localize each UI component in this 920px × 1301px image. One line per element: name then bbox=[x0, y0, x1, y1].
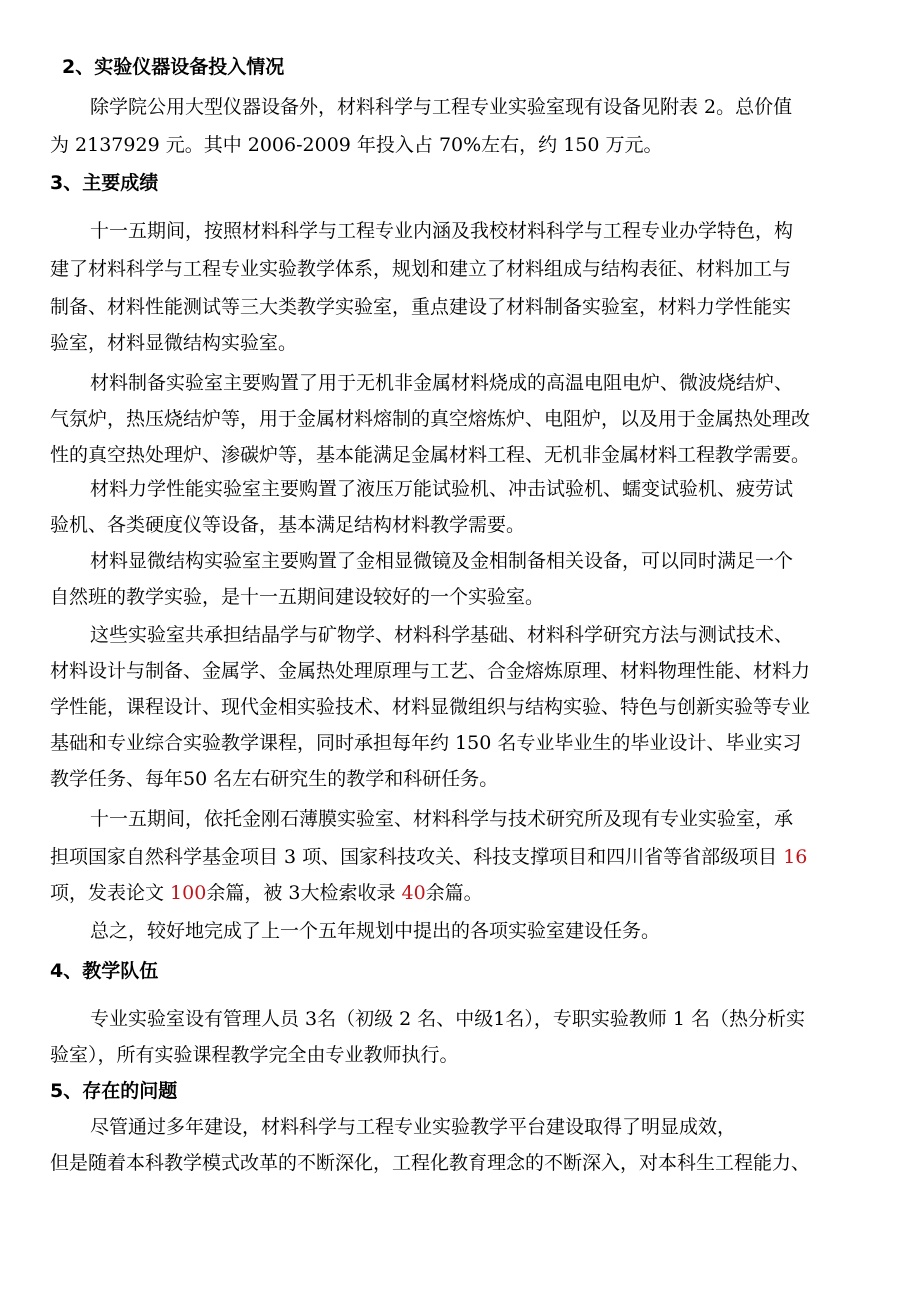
paragraph-line: 除学院公用大型仪器设备外，材料科学与工程专业实验室现有设备见附表 2。总价值 bbox=[90, 96, 793, 118]
paragraph-text: 余篇。 bbox=[425, 882, 483, 904]
paragraph-text: 担项国家自然科学基金项目 3 项、国家科技攻关、科技支撑项目和四川省等省部级项目 bbox=[50, 846, 784, 868]
paragraph-line: 自然班的教学实验，是十一五期间建设较好的一个实验室。 bbox=[50, 586, 545, 608]
paragraph-line: 尽管通过多年建设，材料科学与工程专业实验教学平台建设取得了明显成效， bbox=[90, 1116, 737, 1138]
paragraph-line: 专业实验室设有管理人员 3名（初级 2 名、中级1名），专职实验教师 1 名（热分析实 bbox=[90, 1008, 806, 1030]
paragraph-line: 这些实验室共承担结晶学与矿物学、材料科学基础、材料科学研究方法与测试技术、 bbox=[90, 624, 794, 646]
paragraph-line: 为 2137929 元。其中 2006-2009 年投入占 70%左右，约 150 万元。 bbox=[50, 134, 663, 156]
paragraph-line bbox=[50, 844, 807, 870]
paragraph-line: 制备、材料性能测试等三大类教学实验室，重点建设了材料制备实验室，材料力学性能实 bbox=[50, 296, 792, 318]
paragraph-line: 材料设计与制备、金属学、金属热处理原理与工艺、合金熔炼原理、材料物理性能、材料力 bbox=[50, 660, 811, 682]
highlight-number: 40 bbox=[401, 882, 426, 904]
section-heading-2: 2、实验仪器设备投入情况 bbox=[62, 56, 285, 78]
section-heading-5: 5、存在的问题 bbox=[50, 1080, 178, 1102]
paragraph-line: 十一五期间，依托金刚石薄膜实验室、材料科学与技术研究所及现有专业实验室，承 bbox=[90, 808, 794, 830]
paragraph-line: 但是随着本科教学模式改革的不断深化，工程化教育理念的不断深入，对本科生工程能力、 bbox=[50, 1152, 811, 1174]
paragraph-line: 验室），所有实验课程教学完全由专业教师执行。 bbox=[50, 1044, 459, 1066]
paragraph-line: 性的真空热处理炉、渗碳炉等，基本能满足金属材料工程、无机非金属材料工程教学需要。 bbox=[50, 444, 811, 466]
paragraph-line: 气氛炉，热压烧结炉等，用于金属材料熔制的真空熔炼炉、电阻炉，以及用于金属热处理改 bbox=[50, 408, 811, 430]
highlight-number: 100 bbox=[170, 882, 207, 904]
paragraph-line: 总之，较好地完成了上一个五年规划中提出的各项实验室建设任务。 bbox=[90, 920, 661, 942]
paragraph-line: 学性能，课程设计、现代金相实验技术、材料显微组织与结构实验、特色与创新实验等专业 bbox=[50, 696, 811, 718]
highlight-number: 16 bbox=[783, 846, 808, 868]
paragraph-text: 余篇，被 3大检索收录 bbox=[206, 882, 402, 904]
section-heading-3: 3、主要成绩 bbox=[50, 172, 159, 194]
paragraph-line: 材料力学性能实验室主要购置了液压万能试验机、冲击试验机、蠕变试验机、疲劳试 bbox=[90, 478, 794, 500]
paragraph-line: 教学任务、每年50 名左右研究生的教学和科研任务。 bbox=[50, 768, 499, 790]
paragraph-line: 十一五期间，按照材料科学与工程专业内涵及我校材料科学与工程专业办学特色，构 bbox=[90, 220, 794, 242]
paragraph-line: 验机、各类硬度仪等设备，基本满足结构材料教学需要。 bbox=[50, 514, 526, 536]
paragraph-line bbox=[50, 880, 483, 906]
paragraph-line: 基础和专业综合实验教学课程，同时承担每年约 150 名专业毕业生的毕业设计、毕业实习 bbox=[50, 732, 802, 754]
paragraph-text: 项，发表论文 bbox=[50, 882, 171, 904]
paragraph-line: 验室，材料显微结构实验室。 bbox=[50, 332, 298, 354]
paragraph-line: 建了材料科学与工程专业实验教学体系，规划和建立了材料组成与结构表征、材料加工与 bbox=[50, 258, 792, 280]
section-heading-4: 4、教学队伍 bbox=[50, 960, 159, 982]
paragraph-line: 材料制备实验室主要购置了用于无机非金属材料烧成的高温电阻电炉、微波烧结炉、 bbox=[90, 372, 794, 394]
paragraph-line: 材料显微结构实验室主要购置了金相显微镜及金相制备相关设备，可以同时满足一个 bbox=[90, 550, 794, 572]
